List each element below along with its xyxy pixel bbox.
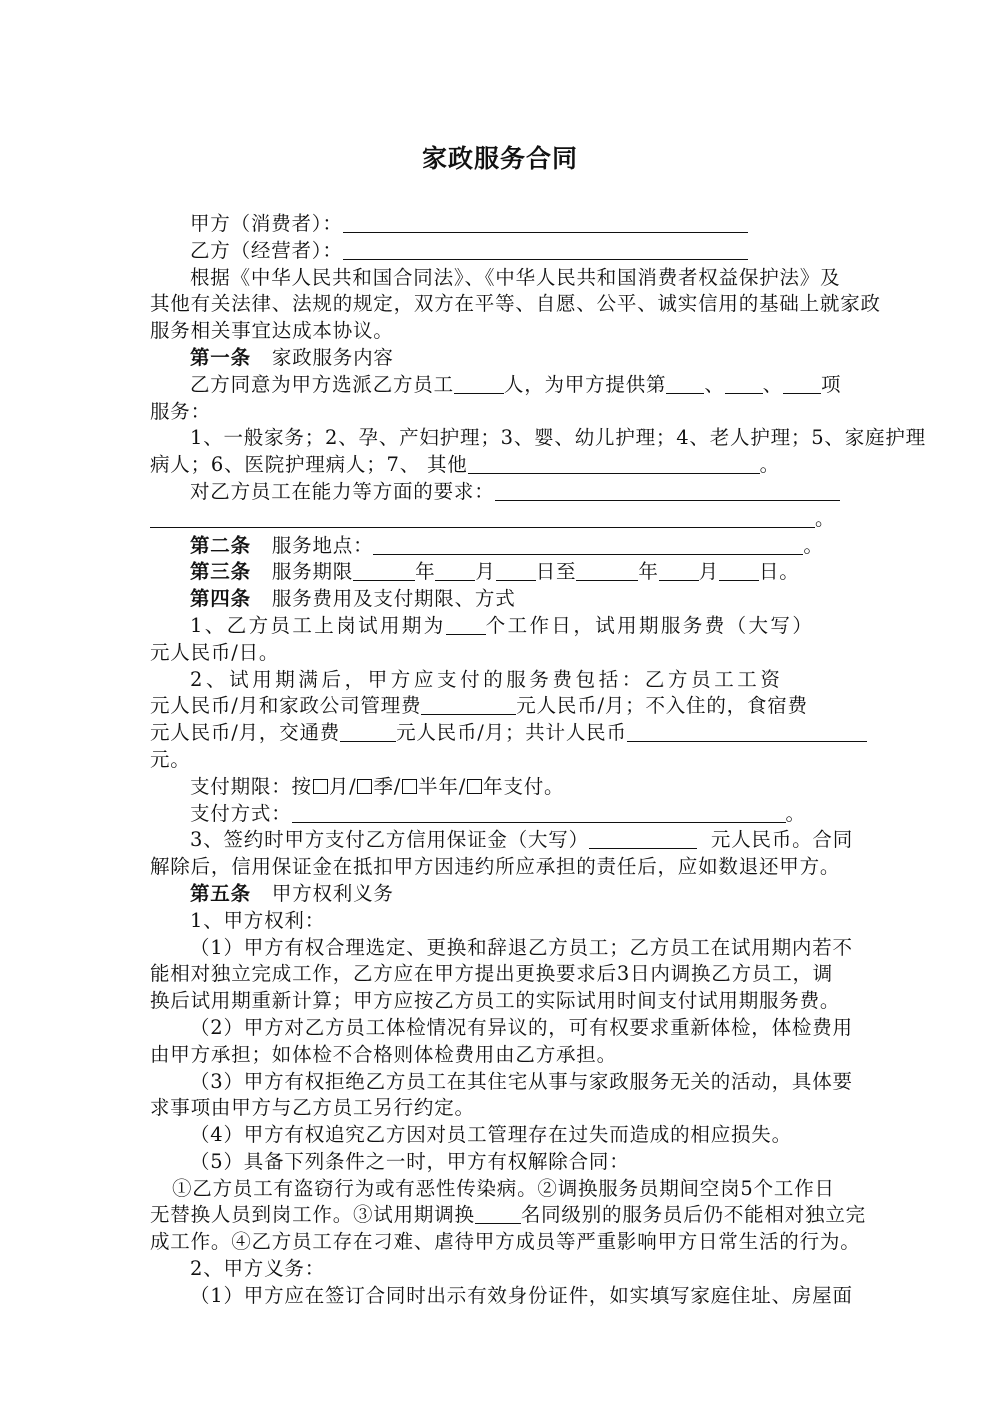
start-year-blank[interactable] bbox=[353, 561, 415, 581]
text-segment: 元人民币/月；共计人民币 bbox=[396, 721, 627, 745]
article-5-line: （1）甲方有权合理选定、更换和辞退乙方员工；乙方员工在试用期内若不 bbox=[190, 935, 853, 959]
article-4-line: 解除后，信用保证金在抵扣甲方因违约所应承担的责任后，应如数退还甲方。 bbox=[150, 855, 841, 879]
text-segment: 对乙方员工在能力等方面的要求： bbox=[190, 479, 495, 503]
article-5-line: 求事项由甲方与乙方员工另行约定。 bbox=[150, 1096, 475, 1120]
article-4-line bbox=[150, 720, 850, 747]
article-4-line bbox=[150, 827, 854, 854]
end-month-blank[interactable] bbox=[659, 561, 699, 581]
article-5-line: 由甲方承担；如体检不合格则体检费用由乙方承担。 bbox=[150, 1042, 617, 1066]
article-4-line: 元人民币/日。 bbox=[150, 640, 280, 664]
article-4-line bbox=[150, 693, 850, 720]
text-segment: 、 bbox=[704, 372, 725, 396]
service-item-blank[interactable] bbox=[725, 374, 763, 394]
payment-period-line bbox=[150, 774, 850, 801]
end-day-blank[interactable] bbox=[719, 561, 759, 581]
article-4-line: 元。 bbox=[150, 747, 191, 771]
article-1-line bbox=[150, 452, 850, 479]
article-1-line: 服务： bbox=[150, 399, 211, 423]
article-5-line: 换后试用期重新计算；甲方应按乙方员工的实际试用时间支付试用期服务费。 bbox=[150, 989, 841, 1013]
text-segment: 季/ bbox=[373, 774, 402, 798]
text-segment: 。 bbox=[785, 801, 806, 825]
article-4-line bbox=[150, 613, 850, 640]
text-segment: 元人民币/月，交通费 bbox=[150, 721, 341, 745]
transport-fee-blank[interactable] bbox=[340, 722, 396, 742]
management-fee-blank[interactable] bbox=[421, 695, 516, 715]
article-title: 服务费用及支付期限、方式 bbox=[271, 587, 516, 611]
article-number: 第一条 bbox=[190, 345, 251, 369]
article-1-line bbox=[150, 372, 850, 399]
article-number: 第五条 bbox=[190, 881, 251, 905]
staff-count-blank[interactable] bbox=[454, 374, 504, 394]
article-title: 家政服务内容 bbox=[271, 345, 394, 369]
article-title: 服务地点： bbox=[271, 533, 374, 557]
article-2-heading bbox=[150, 533, 850, 560]
article-5-line: （4）甲方有权追究乙方因对员工管理存在过失而造成的相应损失。 bbox=[190, 1123, 792, 1147]
article-4-line: 2、试用期满后，甲方应支付的服务费包括：乙方员工工资 bbox=[190, 667, 784, 691]
payment-method-line bbox=[150, 801, 850, 828]
payment-method-blank[interactable] bbox=[292, 803, 786, 823]
text-segment: 个工作日，试用期服务费（大写） bbox=[485, 613, 815, 637]
text-segment: 年 bbox=[638, 560, 659, 584]
deposit-blank[interactable] bbox=[589, 829, 697, 849]
text-segment: 乙方同意为甲方选派乙方员工 bbox=[190, 372, 454, 396]
text-segment: 1、乙方员工上岗试用期为 bbox=[190, 613, 446, 637]
article-5-line bbox=[150, 1202, 866, 1229]
party-b-line bbox=[150, 238, 850, 265]
end-year-blank[interactable] bbox=[576, 561, 638, 581]
requirements-blank[interactable] bbox=[495, 481, 840, 501]
article-number: 第二条 bbox=[190, 533, 251, 557]
text-segment: 人，为甲方提供第 bbox=[503, 372, 667, 396]
text-segment: 支付方式： bbox=[190, 801, 292, 825]
article-5-line: （1）甲方应在签订合同时出示有效身份证件，如实填写家庭住址、房屋面 bbox=[190, 1283, 853, 1307]
text-segment: 年支付。 bbox=[483, 774, 565, 798]
text-segment: 、 bbox=[762, 372, 783, 396]
text-segment: 支付期限：按 bbox=[190, 774, 312, 798]
article-5-line: （3）甲方有权拒绝乙方员工在其住宅从事与家政服务无关的活动，具体要 bbox=[190, 1069, 853, 1093]
text-segment: 日。 bbox=[758, 560, 800, 584]
service-address-blank[interactable] bbox=[373, 535, 803, 555]
party-a-line bbox=[150, 211, 850, 238]
article-5-line: （2）甲方对乙方员工体检情况有异议的，可有权要求重新体检，体检费用 bbox=[190, 1015, 853, 1039]
text-segment: 月 bbox=[475, 560, 496, 584]
party-b-blank[interactable] bbox=[343, 240, 748, 260]
half-year-checkbox[interactable] bbox=[402, 779, 417, 794]
yearly-checkbox[interactable] bbox=[467, 779, 482, 794]
monthly-checkbox[interactable] bbox=[313, 779, 328, 794]
start-month-blank[interactable] bbox=[435, 561, 475, 581]
article-5-line: ①乙方员工有盗窃行为或有恶性传染病。②调换服务员期间空岗5个工作日 bbox=[172, 1176, 835, 1200]
text-segment: 病人；6、医院护理病人；7、 其他 bbox=[150, 453, 468, 477]
text-segment: 月/ bbox=[328, 774, 357, 798]
article-5-heading bbox=[150, 881, 850, 908]
text-segment: 名同级别的服务员后仍不能相对独立完 bbox=[520, 1203, 866, 1227]
replacement-count-blank[interactable] bbox=[475, 1204, 521, 1224]
article-1-line bbox=[150, 506, 850, 533]
text-segment: 元人民币/月；不入住的，食宿费 bbox=[516, 694, 808, 718]
text-segment: 。 bbox=[759, 453, 780, 477]
text-segment: 日至 bbox=[535, 560, 577, 584]
document-title: 家政服务合同 bbox=[421, 144, 578, 173]
preamble-line: 其他有关法律、法规的规定，双方在平等、自愿、公平、诚实信用的基础上就家政 bbox=[150, 292, 881, 316]
quarterly-checkbox[interactable] bbox=[357, 779, 372, 794]
article-5-line: 1、甲方权利： bbox=[190, 908, 326, 932]
text-segment: 。 bbox=[815, 506, 836, 530]
text-segment: 月 bbox=[698, 560, 719, 584]
article-1-line: 1、一般家务；2、孕、产妇护理；3、婴、幼儿护理；4、老人护理；5、家庭护理 bbox=[190, 426, 926, 450]
start-day-blank[interactable] bbox=[496, 561, 536, 581]
text-segment: 3、签约时甲方支付乙方信用保证金（大写） bbox=[190, 828, 589, 852]
article-1-line bbox=[150, 479, 850, 506]
preamble-line: 根据《中华人民共和国合同法》、《中华人民共和国消费者权益保护法》及 bbox=[190, 265, 841, 289]
party-a-blank[interactable] bbox=[343, 213, 748, 233]
party-a-label: 甲方（消费者）： bbox=[190, 212, 343, 235]
text-segment: 。 bbox=[803, 533, 824, 557]
text-segment: 无替换人员到岗工作。③试用期调换 bbox=[150, 1203, 475, 1227]
party-b-label: 乙方（经营者）： bbox=[190, 238, 343, 262]
requirements-blank[interactable] bbox=[150, 508, 815, 528]
article-4-heading bbox=[150, 586, 850, 613]
service-item-blank[interactable] bbox=[783, 374, 821, 394]
other-service-blank[interactable] bbox=[468, 454, 760, 474]
article-number: 第三条 bbox=[190, 560, 251, 584]
article-5-line: 2、甲方义务： bbox=[190, 1257, 326, 1281]
article-5-line: 成工作。④乙方员工存在刁难、虐待甲方成员等严重影响甲方日常生活的行为。 bbox=[150, 1230, 861, 1254]
service-item-blank[interactable] bbox=[666, 374, 704, 394]
article-title: 甲方权利义务 bbox=[271, 881, 394, 905]
text-segment: 半年/ bbox=[418, 774, 467, 798]
total-fee-blank[interactable] bbox=[627, 722, 867, 742]
article-3-heading bbox=[150, 559, 850, 586]
article-1-heading bbox=[150, 345, 850, 372]
preamble-line: 服务相关事宜达成本协议。 bbox=[150, 319, 394, 343]
text-segment: 项 bbox=[820, 372, 842, 396]
article-5-line: 能相对独立完成工作，乙方应在甲方提出更换要求后3日内调换乙方员工，调 bbox=[150, 962, 834, 986]
text-segment: 年 bbox=[415, 560, 436, 584]
article-number: 第四条 bbox=[190, 587, 251, 611]
text-segment: 元人民币/月和家政公司管理费 bbox=[150, 694, 422, 718]
article-title: 服务期限 bbox=[271, 560, 354, 584]
article-5-line: （5）具备下列条件之一时，甲方有权解除合同： bbox=[190, 1149, 630, 1173]
trial-days-blank[interactable] bbox=[446, 615, 486, 635]
text-segment: 元人民币。合同 bbox=[710, 828, 854, 852]
